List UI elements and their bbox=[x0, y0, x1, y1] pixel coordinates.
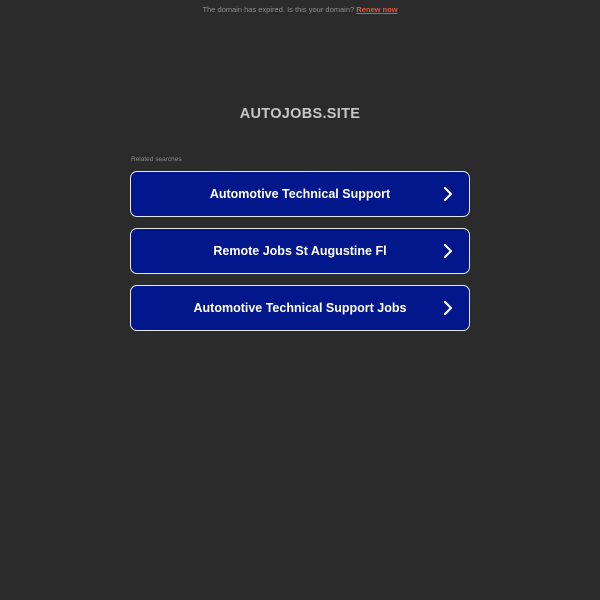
related-search-button-3[interactable] bbox=[130, 285, 470, 331]
chevron-right-icon bbox=[443, 187, 453, 201]
renew-now-link[interactable]: Renew now bbox=[356, 5, 398, 14]
related-search-label: Remote Jobs St Augustine Fl bbox=[213, 244, 387, 258]
banner-message: The domain has expired. Is this your domain? bbox=[202, 5, 355, 14]
chevron-right-icon bbox=[443, 301, 453, 315]
related-search-label: Automotive Technical Support Jobs bbox=[193, 301, 407, 315]
related-searches-list bbox=[130, 171, 470, 342]
domain-expired-banner bbox=[0, 5, 600, 14]
related-search-button-2[interactable] bbox=[130, 228, 470, 274]
related-search-button-1[interactable] bbox=[130, 171, 470, 217]
site-title: AUTOJOBS.SITE bbox=[239, 106, 361, 122]
related-searches-label: Related searches bbox=[131, 156, 182, 163]
related-search-label: Automotive Technical Support bbox=[209, 187, 391, 201]
chevron-right-icon bbox=[443, 244, 453, 258]
